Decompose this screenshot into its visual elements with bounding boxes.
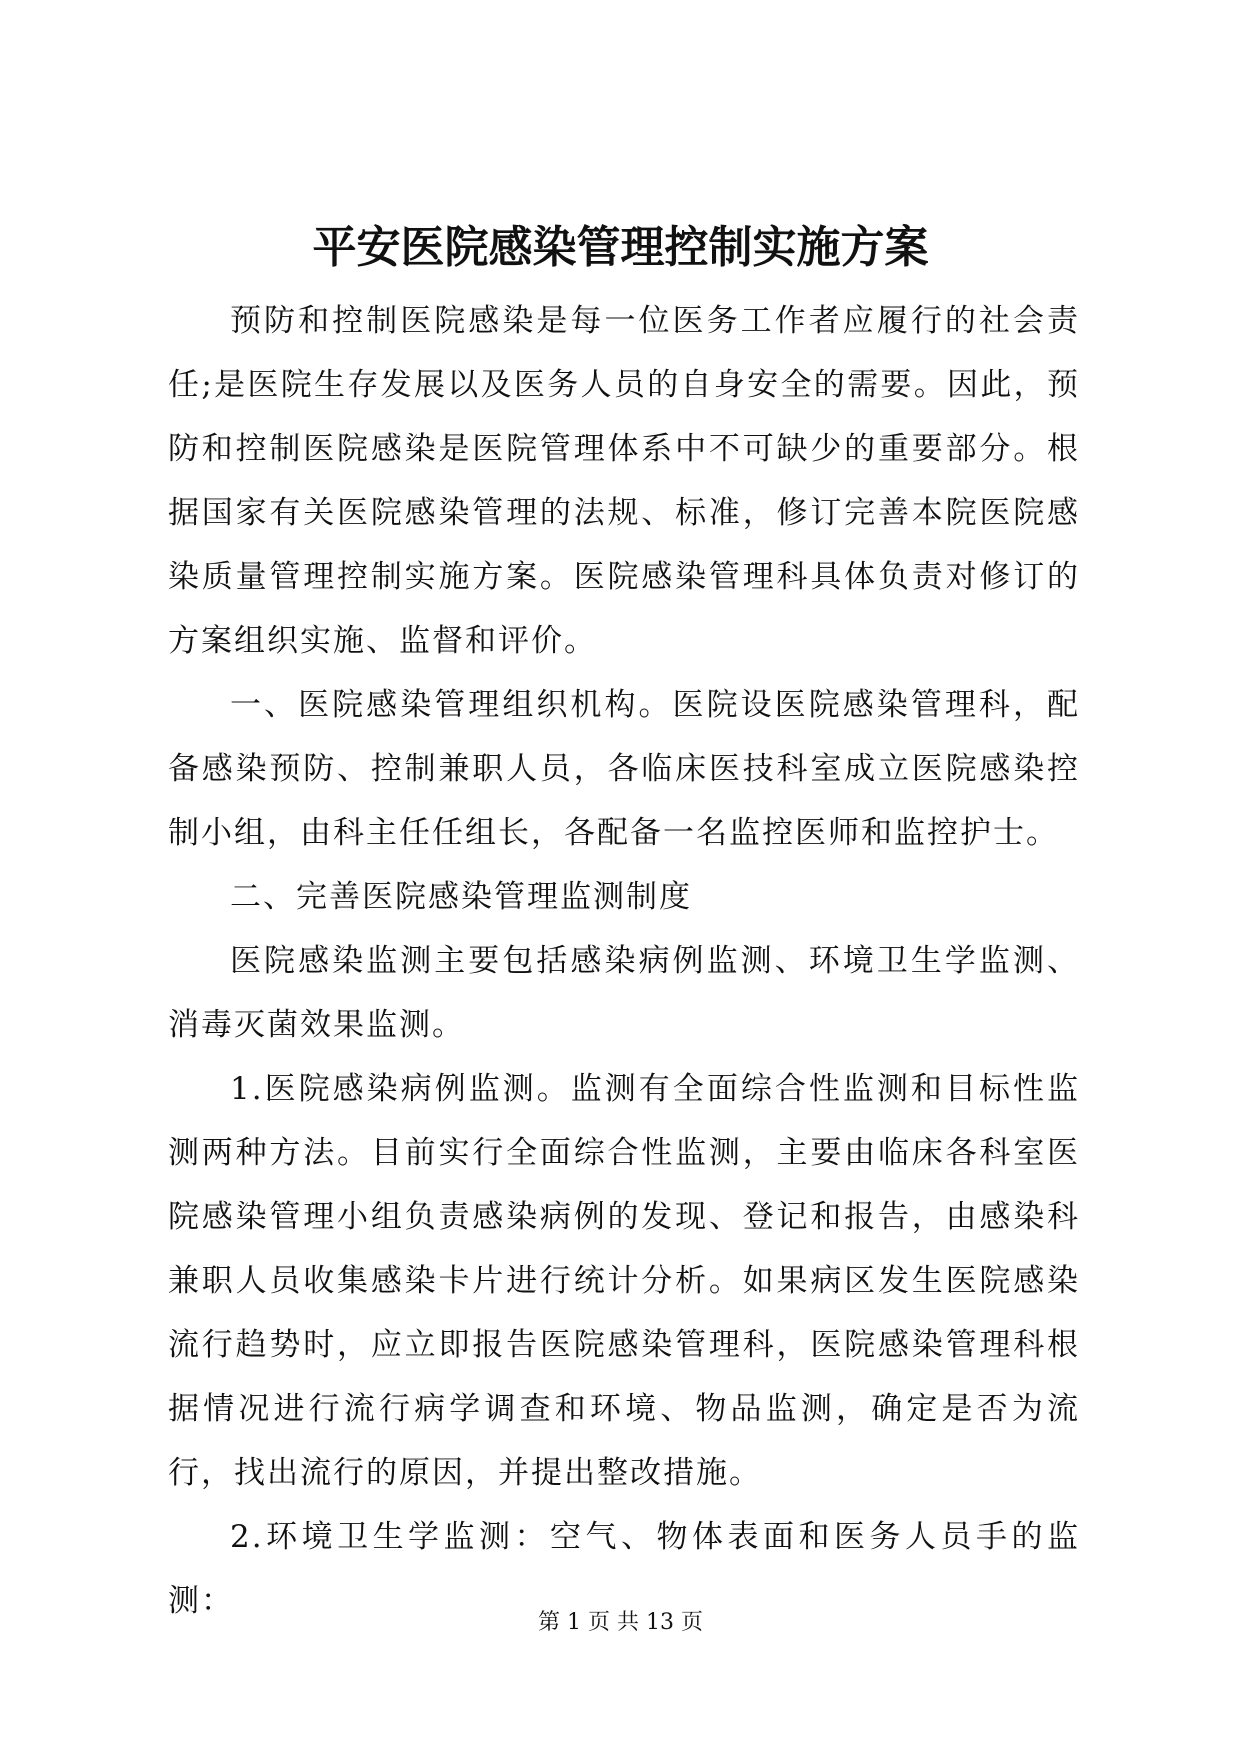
paragraph: 医院感染监测主要包括感染病例监测、环境卫生学监测、消毒灭菌效果监测。 xyxy=(168,943,1080,1043)
document-body xyxy=(168,289,1080,1633)
paragraph: 预防和控制医院感染是每一位医务工作者应履行的社会责任;是医院生存发展以及医务人员的自身安全的需要。因此，预防和控制医院感染是医院管理体系中不可缺少的重要部分。根据国家有关医院感染管理的法规、标准，修订完善本院医院感染质量管理控制实施方案。医院感染管理科具体负责对修订的方案组织实施、监督和评价。 xyxy=(168,303,1080,659)
paragraph: 2.环境卫生学监测：空气、物体表面和医务人员手的监测： xyxy=(168,1519,1080,1619)
paragraph: 二、完善医院感染管理监测制度 xyxy=(230,879,692,915)
document-title: 平安医院感染管理控制实施方案 xyxy=(312,222,929,273)
paragraph: 一、医院感染管理组织机构。医院设医院感染管理科，配备感染预防、控制兼职人员，各临床医技科室成立医院感染控制小组，由科主任任组长，各配备一名监控医师和监控护士。 xyxy=(168,687,1080,851)
page-footer: 第 1 页 共 13 页 xyxy=(538,1610,703,1635)
paragraph: 1.医院感染病例监测。监测有全面综合性监测和目标性监测两种方法。目前实行全面综合性监测，主要由临床各科室医院感染管理小组负责感染病例的发现、登记和报告，由感染科兼职人员收集感染卡片进行统计分析。如果病区发生医院感染流行趋势时，应立即报告医院感染管理科，医院感染管理科根据情况进行流行病学调查和环境、物品监测，确定是否为流行，找出流行的原因，并提出整改措施。 xyxy=(168,1071,1080,1491)
